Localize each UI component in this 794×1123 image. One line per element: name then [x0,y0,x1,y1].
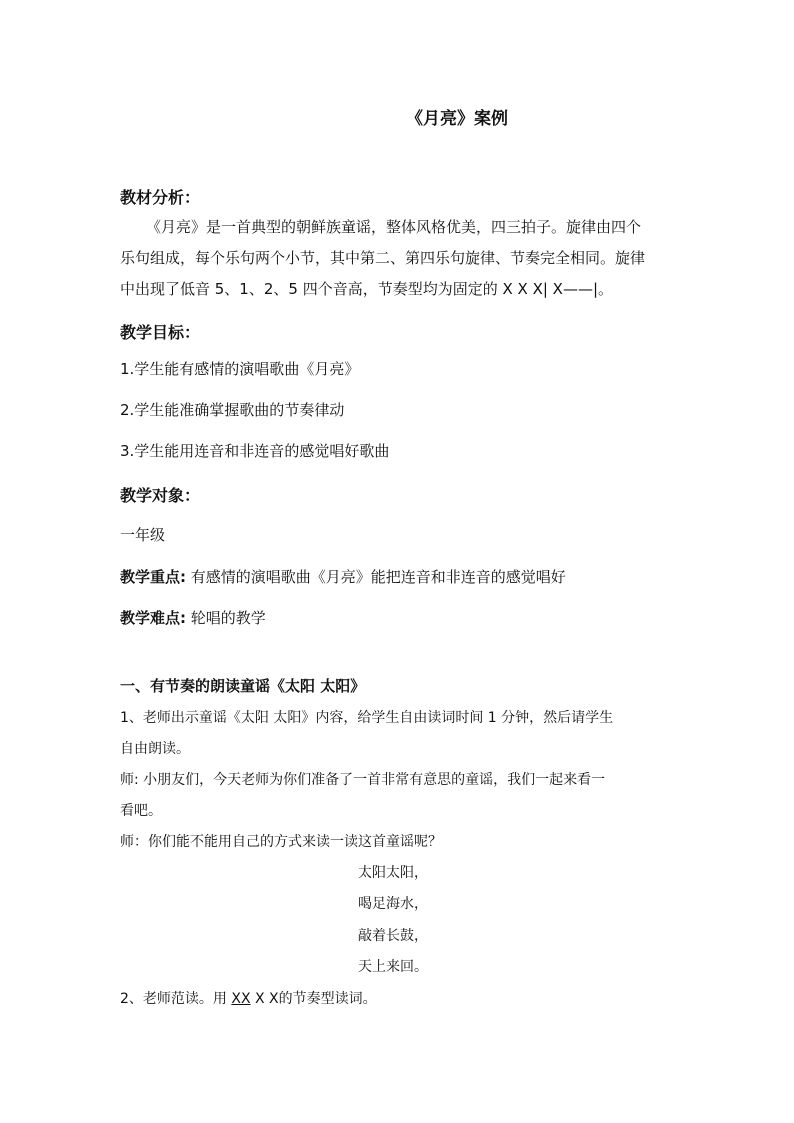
goal-item-2: 2.学生能准确掌握歌曲的节奏律动 [120,401,345,419]
goal-item-1: 1.学生能有感情的演唱歌曲《月亮》 [120,360,360,378]
section1-step2 [120,988,377,1008]
step2-prefix: 2、老师范读。用 [120,991,232,1007]
step2-rhythm-rest: X X [250,991,279,1007]
difficulty [120,607,266,628]
audience-value: 一年级 [120,526,166,544]
key-point-label: 教学重点: [120,568,186,586]
analysis-heading: 教材分析： [120,188,201,207]
poem-line-4: 天上来回。 [358,959,428,975]
difficulty-label: 教学难点: [120,609,186,627]
page-title: 《月亮》案例 [406,109,508,129]
section1-line-5: 师：你们能不能用自己的方式来读一读这首童谣呢？ [120,834,442,850]
step2-rhythm-underlined: XX [231,991,251,1007]
goals-heading: 教学目标： [120,323,201,342]
section1-line-3: 师: 小朋友们，今天老师为你们准备了一首非常有意思的童谣，我们一起来看一 [120,772,606,788]
goal-item-3: 3.学生能用连音和非连音的感觉唱好歌曲 [120,442,390,460]
section1-line-1: 1、老师出示童谣《太阳 太阳》内容，给学生自由读词时间 1 分钟，然后请学生 [120,710,614,726]
poem-line-1: 太阳太阳， [358,865,428,881]
analysis-line-1: 《月亮》是一首典型的朝鲜族童谣，整体风格优美，四三拍子。旋律由四个 [146,218,642,236]
step2-suffix: 的节奏型读词。 [278,991,377,1007]
section1-heading: 一、有节奏的朗读童谣《太阳 太阳》 [120,677,366,695]
audience-heading: 教学对象： [120,486,201,505]
analysis-line-3: 中出现了低音 5、1、2、5 四个音高，节奏型均为固定的 X X X| X——|。 [120,280,613,298]
poem-line-2: 喝足海水， [358,896,428,912]
section1-line-2: 自由朗读。 [120,741,190,757]
poem-line-3: 敲着长鼓， [358,928,428,944]
key-point [120,566,566,587]
analysis-line-2: 乐句组成，每个乐句两个小节，其中第二、第四乐句旋律、节奏完全相同。旋律 [120,249,646,267]
difficulty-value: 轮唱的教学 [186,609,266,627]
section1-line-4: 看吧。 [120,803,162,819]
key-point-value: 有感情的演唱歌曲《月亮》能把连音和非连音的感觉唱好 [186,568,566,586]
